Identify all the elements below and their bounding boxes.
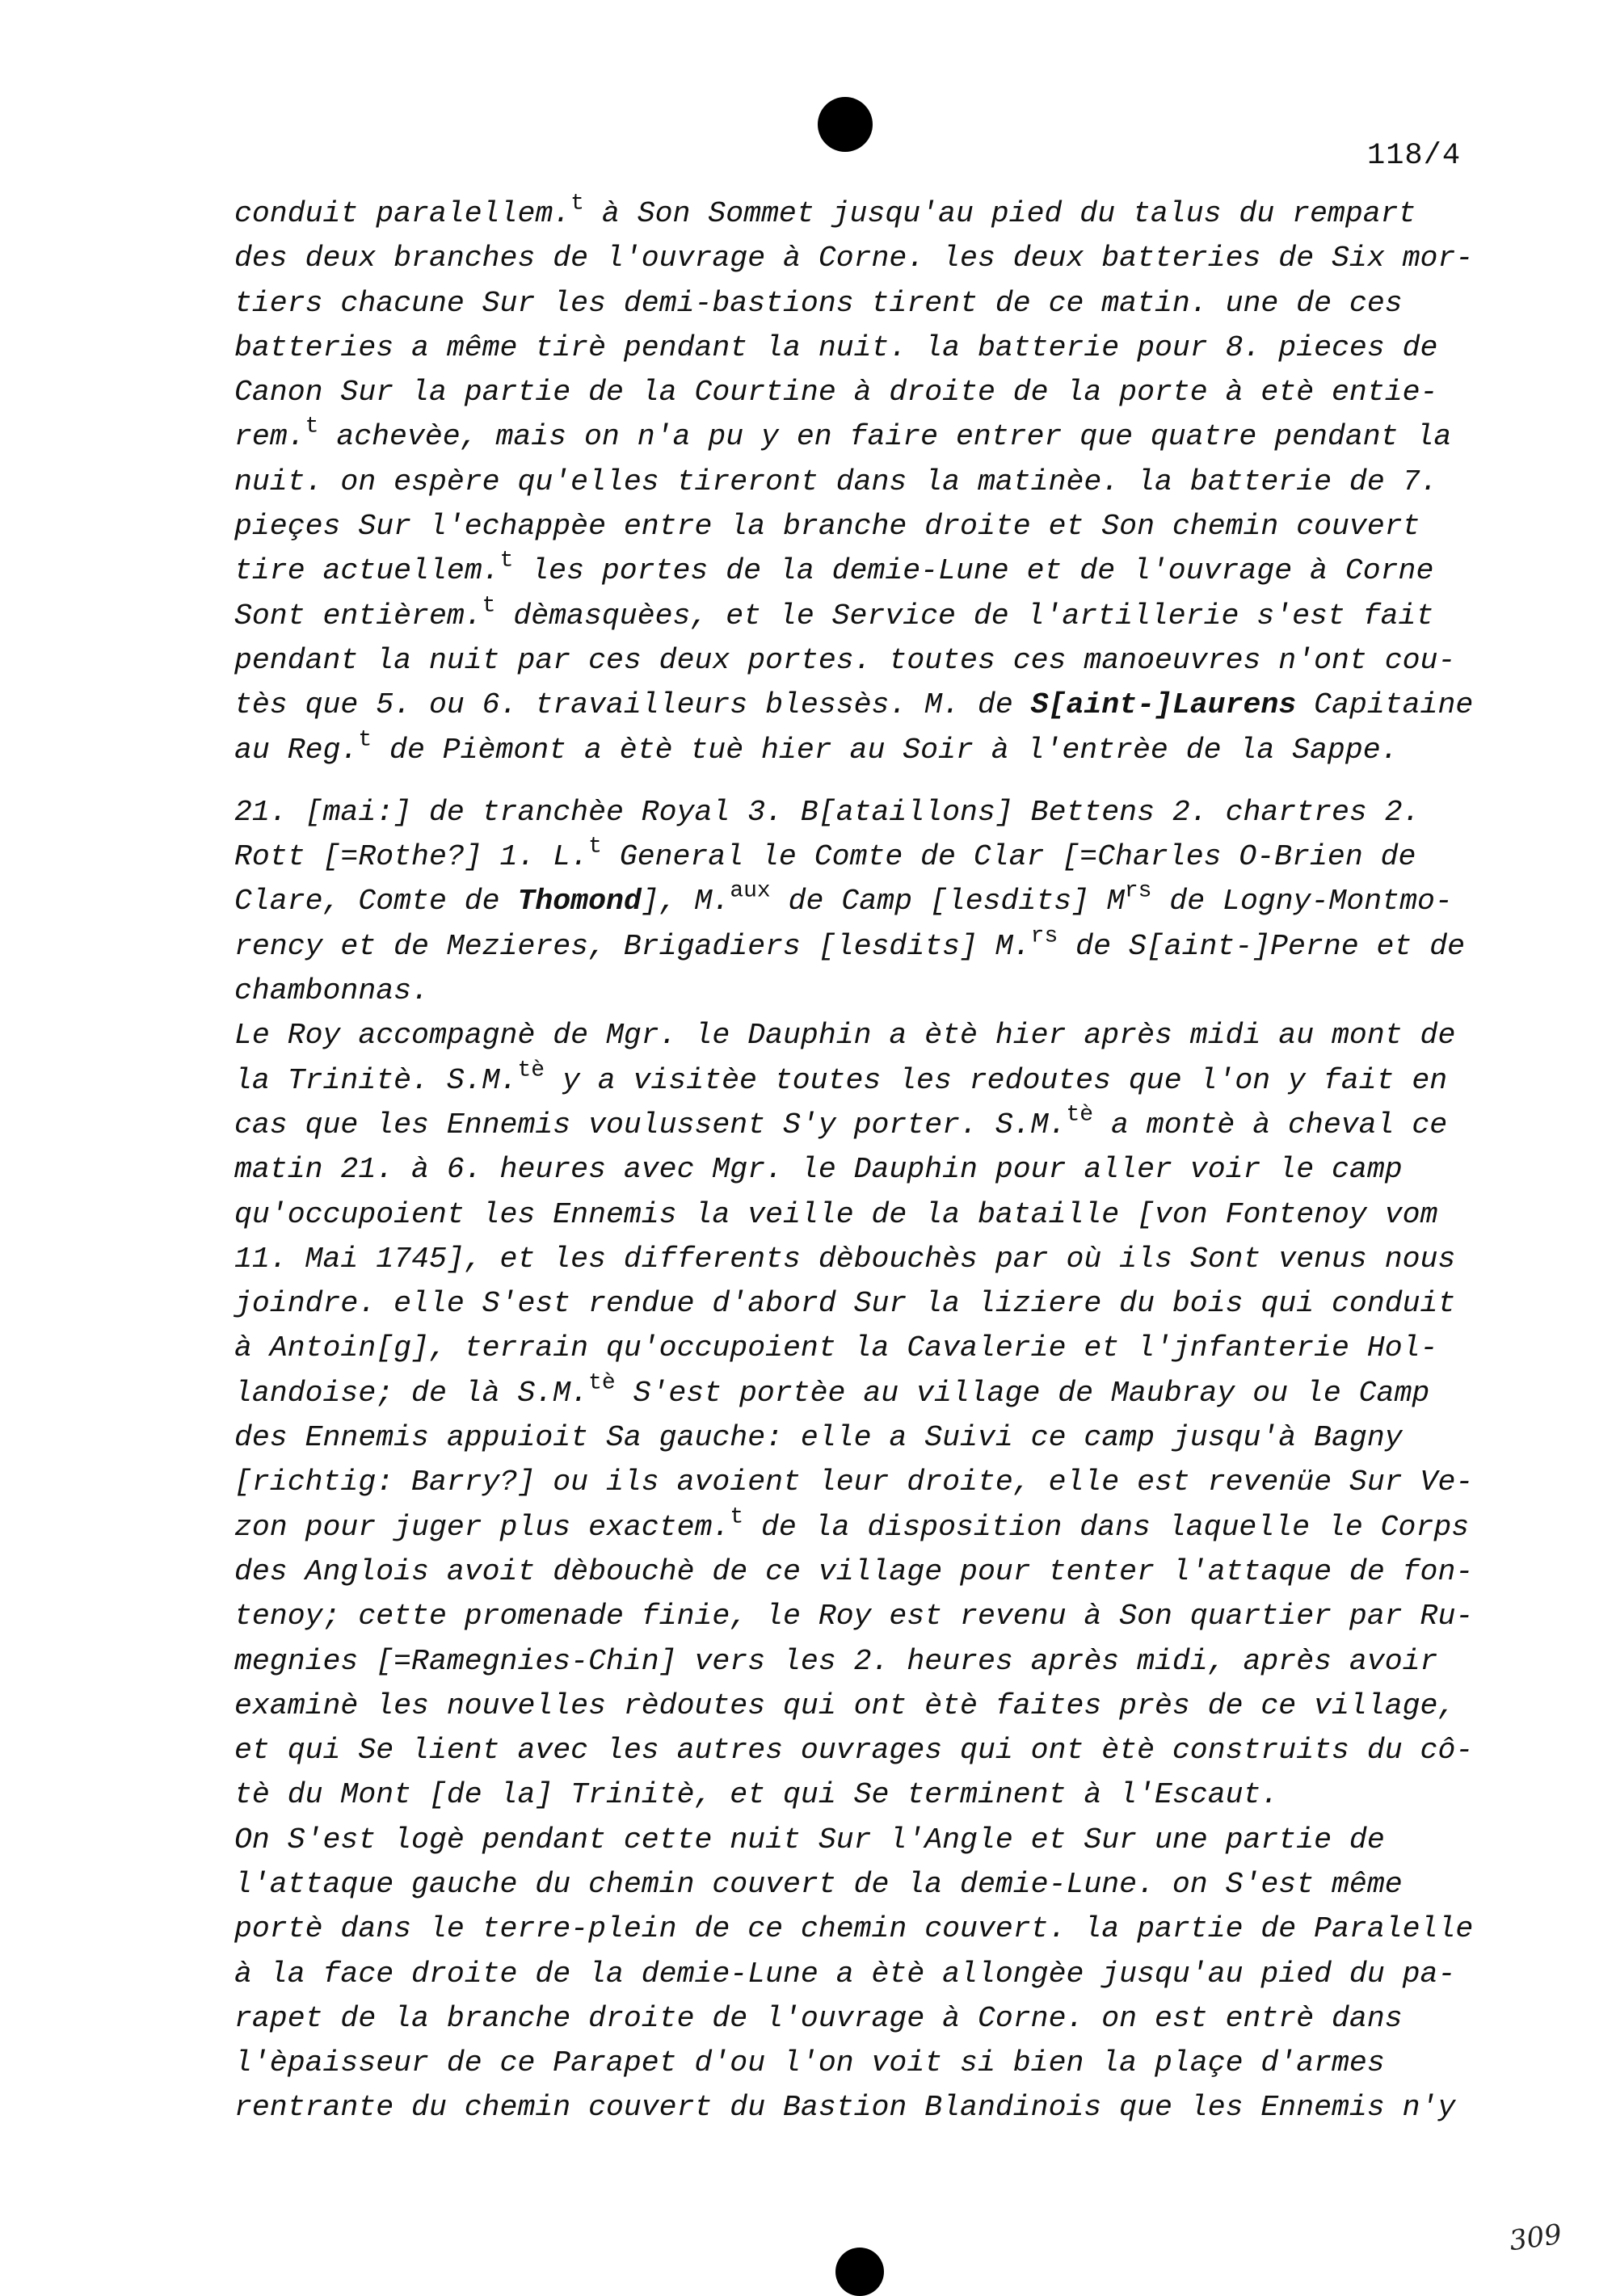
text-line: On S'est logè pendant cette nuit Sur l'Angle et Sur une partie de — [234, 1823, 1385, 1857]
text-line: des deux branches de l'ouvrage à Corne. les deux batteries de Six mor- — [234, 242, 1474, 275]
text-line: Sont entièrem.$^t$ dèmasquèes, et le Service de l'artillerie s'est fait — [234, 593, 1434, 633]
text-line: et qui Se lient avec les autres ouvrages qui ont ètè construits du cô- — [234, 1734, 1474, 1768]
text-line: rentrante du chemin couvert du Bastion Blandinois que les Ennemis n'y — [234, 2091, 1456, 2125]
text-line: conduit paralellem.$^t$ à Son Sommet jusqu'au pied du talus du rempart — [234, 191, 1416, 230]
text-line: Le Roy accompagnè de Mgr. le Dauphin a ètè hier après midi au mont de — [234, 1019, 1456, 1053]
text-line: au Reg.$^t$ de Pièmont a ètè tuè hier au Soir à l'entrèe de la Sappe. — [234, 727, 1399, 767]
text-line: matin 21. à 6. heures avec Mgr. le Dauphin pour aller voir le camp — [234, 1153, 1403, 1187]
text-line: megnies [=Ramegnies-Chin] vers les 2. heures après midi, après avoir — [234, 1644, 1438, 1678]
text-line: [richtig: Barry?] ou ils avoient leur droite, elle est revenüe Sur Ve- — [234, 1465, 1474, 1499]
text-line: tiers chacune Sur les demi-bastions tirent de ce matin. une de ces — [234, 286, 1403, 320]
text-line: pendant la nuit par ces deux portes. toutes ces manoeuvres n'ont cou- — [234, 643, 1456, 677]
text-line: batteries a même tirè pendant la nuit. la batterie pour 8. pieces de — [234, 330, 1438, 364]
text-line: landoise; de là S.M.$^{tè}$ S'est portèe au village de Maubray ou le Camp — [234, 1370, 1430, 1410]
text-line: joindre. elle S'est rendue d'abord Sur la liziere du bois qui conduit — [234, 1287, 1456, 1321]
text-line: Canon Sur la partie de la Courtine à droite de la porte à etè entie- — [234, 376, 1438, 410]
text-line: tenoy; cette promenade finie, le Roy est revenu à Son quartier par Ru- — [234, 1600, 1474, 1634]
text-line: examinè les nouvelles rèdoutes qui ont ètè faites près de ce village, — [234, 1688, 1456, 1722]
text-line: à Antoin[g], terrain qu'occupoient la Cavalerie et l'jnfanterie Hol- — [234, 1331, 1438, 1365]
text-line: Rott [=Rothe?] 1. L.$^t$ General le Comte de Clar [=Charles O-Brien de — [234, 834, 1416, 874]
text-line: la Trinitè. S.M.$^{tè}$ y a visitèe toutes les redoutes que l'on y fait en — [234, 1058, 1448, 1097]
handwritten-page-note: 309 — [1507, 2218, 1564, 2258]
text-line: portè dans le terre-plein de ce chemin couvert. la partie de Paralelle — [234, 1912, 1474, 1946]
text-line: 11. Mai 1745], et les differents dèbouchès par où ils Sont venus nous — [234, 1242, 1456, 1276]
text-line: des Ennemis appuioit Sa gauche: elle a Suivi ce camp jusqu'à Bagny — [234, 1421, 1403, 1455]
text-line: rency et de Mezieres, Brigadiers [lesdits] M.$^{rs}$ de S[aint-]Perne et de — [234, 923, 1466, 963]
text-line: tè du Mont [de la] Trinitè, et qui Se terminent à l'Escaut. — [234, 1778, 1279, 1812]
text-line: Clare, Comte de Thomond], M.$^{aux}$ de Camp [lesdits] $M^{rs}$ de Logny-Montmo- — [234, 879, 1453, 919]
document-text — [234, 191, 1495, 2130]
page-number: 118/4 — [1367, 139, 1462, 173]
text-line: tès que 5. ou 6. travailleurs blessès. M. de S[aint-]Laurens Capitaine — [234, 688, 1474, 722]
text-line: 21. [mai:] de tranchèe Royal 3. B[ataillons] Bettens 2. chartres 2. — [234, 795, 1420, 829]
text-line: chambonnas. — [234, 974, 429, 1008]
text-line: nuit. on espère qu'elles tireront dans la matinèe. la batterie de 7. — [234, 465, 1438, 498]
text-line: cas que les Ennemis voulussent S'y porter. S.M.$^{tè}$ a montè à cheval ce — [234, 1102, 1448, 1142]
paragraph-gap — [234, 772, 1495, 790]
text-line: l'èpaisseur de ce Parapet d'ou l'on voit si bien la plaçe d'armes — [234, 2046, 1385, 2080]
punch-hole-top — [818, 97, 873, 152]
text-line: à la face droite de la demie-Lune a ètè allongèe jusqu'au pied du pa- — [234, 1957, 1456, 1991]
text-line: rem.$^t$ achevèe, mais on n'a pu y en faire entrer que quatre pendant la — [234, 414, 1452, 454]
text-line: des Anglois avoit dèbouchè de ce village pour tenter l'attaque de fon- — [234, 1554, 1474, 1588]
text-line: qu'occupoient les Ennemis la veille de la bataille [von Fontenoy vom — [234, 1197, 1438, 1231]
text-line: pieçes Sur l'echappèe entre la branche droite et Son chemin couvert — [234, 510, 1420, 544]
text-line: tire actuellem.$^t$ les portes de la demie-Lune et de l'ouvrage à Corne — [234, 548, 1434, 588]
text-line: zon pour juger plus exactem.$^t$ de la disposition dans laquelle le Corps — [234, 1504, 1470, 1544]
text-line: l'attaque gauche du chemin couvert de la demie-Lune. on S'est même — [234, 1867, 1403, 1901]
text-line: rapet de la branche droite de l'ouvrage à Corne. on est entrè dans — [234, 2001, 1403, 2035]
punch-hole-bottom — [835, 2248, 884, 2296]
